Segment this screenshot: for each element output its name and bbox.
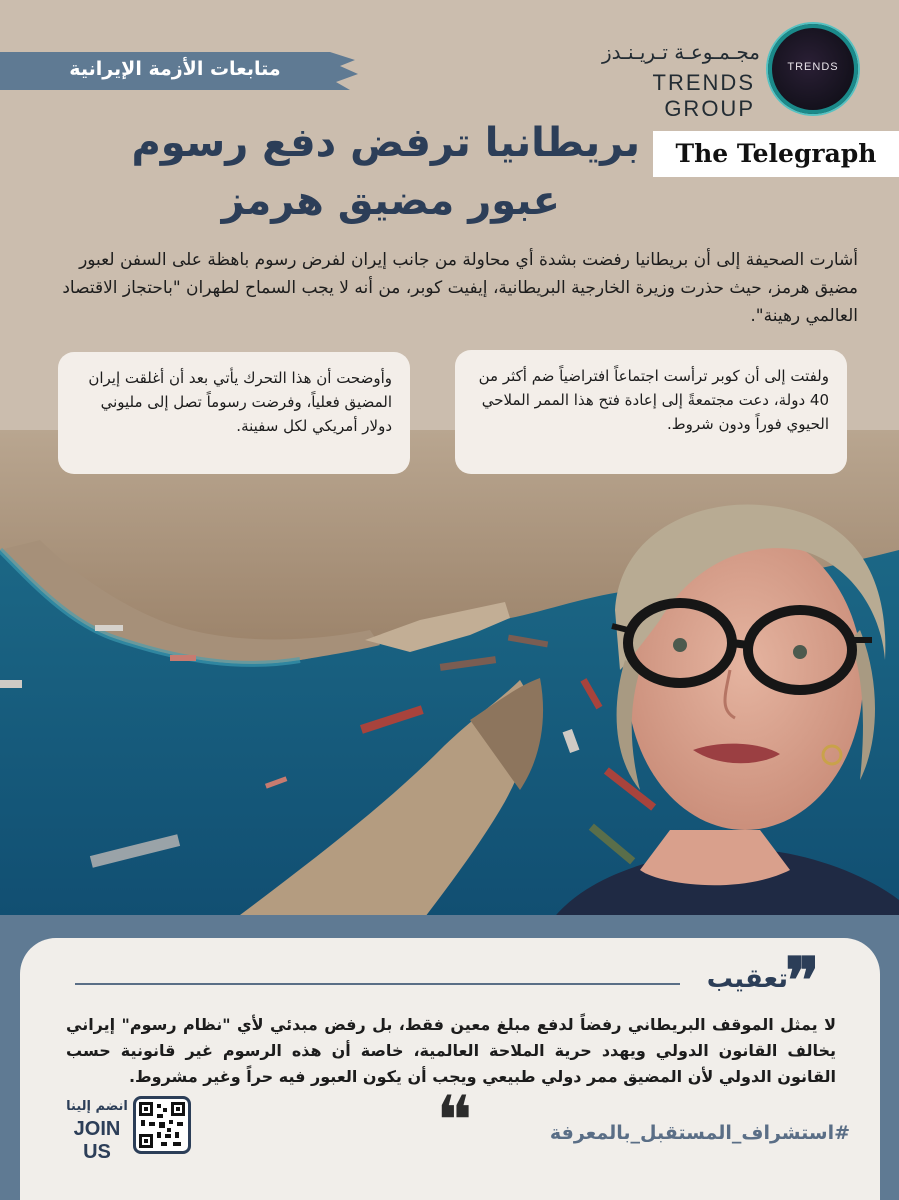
info-card-right: [455, 350, 847, 474]
closing-quote-icon: ❞: [785, 944, 820, 1019]
qr-code-icon[interactable]: [133, 1096, 191, 1154]
info-card-right-text: ولفتت إلى أن كوبر ترأست اجتماعاً افتراضياً ضم أكثر من 40 دولة، دعت مجتمعةً إلى إعادة فتح هذا الممر الملاحي الحيوي فوراً ودون شروط.: [478, 367, 829, 433]
logo-text: TRENDS: [787, 61, 839, 73]
topic-ribbon: [0, 52, 360, 90]
join-us-arabic: انضم إلينا: [66, 1099, 128, 1114]
info-card-left-text: وأوضحت أن هذا التحرك يأتي بعد أن أغلقت إيران المضيق فعلياً، وفرضت رسوماً تصل إلى مليوني دولار أمريكي لكل سفينة.: [88, 369, 392, 435]
strait-illustration: [0, 430, 899, 990]
hashtag-link[interactable]: #استشراف_المستقبل_بالمعرفة: [549, 1122, 850, 1144]
trends-logo: [768, 24, 858, 114]
source-logo: [653, 131, 899, 177]
brand-name-english: TRENDS GROUP: [652, 70, 755, 121]
headline-line-1: بريطانيا ترفض دفع رسوم: [131, 120, 640, 166]
qr-pattern: [139, 1102, 185, 1148]
opening-quote-icon: ❝: [436, 1082, 473, 1161]
join-us-label: JOIN US: [73, 1118, 121, 1163]
headline-line-2: عبور مضيق هرمز: [221, 178, 560, 224]
intro-paragraph: أشارت الصحيفة إلى أن بريطانيا رفضت بشدة أي محاولة من جانب إيران لفرض رسوم باهظة على السفن لعبور مضيق هرمز، حيث حذرت وزيرة الخارجية البريطانية، إيفيت كوبر، من أنه لا يجب السماح لطهران "باحتجاز الاقتصاد العالمي رهينة".: [62, 250, 858, 326]
source-logo-text: The Telegraph: [675, 139, 877, 168]
strait-photo: [0, 430, 899, 990]
info-card-left: [58, 352, 410, 474]
commentary-text: لا يمثل الموقف البريطاني رفضاً لدفع مبلغ معين فقط، بل رفض مبدئي لأي "نظام رسوم" إيراني يخالف القانون الدولي ويهدد حرية الملاحة العالمية، خاصة أن هذه الرسوم غير قانونية حسب القانون الدولي لأن المضيق ممر دولي طبيعي ويجب أن يكون العبور فيه حراً وغير مشروط.: [66, 1015, 836, 1086]
ribbon-label: متابعات الأزمة الإيرانية: [69, 58, 281, 80]
brand-name-arabic: مجـمـوعـة تـريـنـدز: [601, 40, 760, 64]
commentary-title: تعقيب: [706, 964, 788, 994]
commentary-divider: [75, 983, 680, 985]
